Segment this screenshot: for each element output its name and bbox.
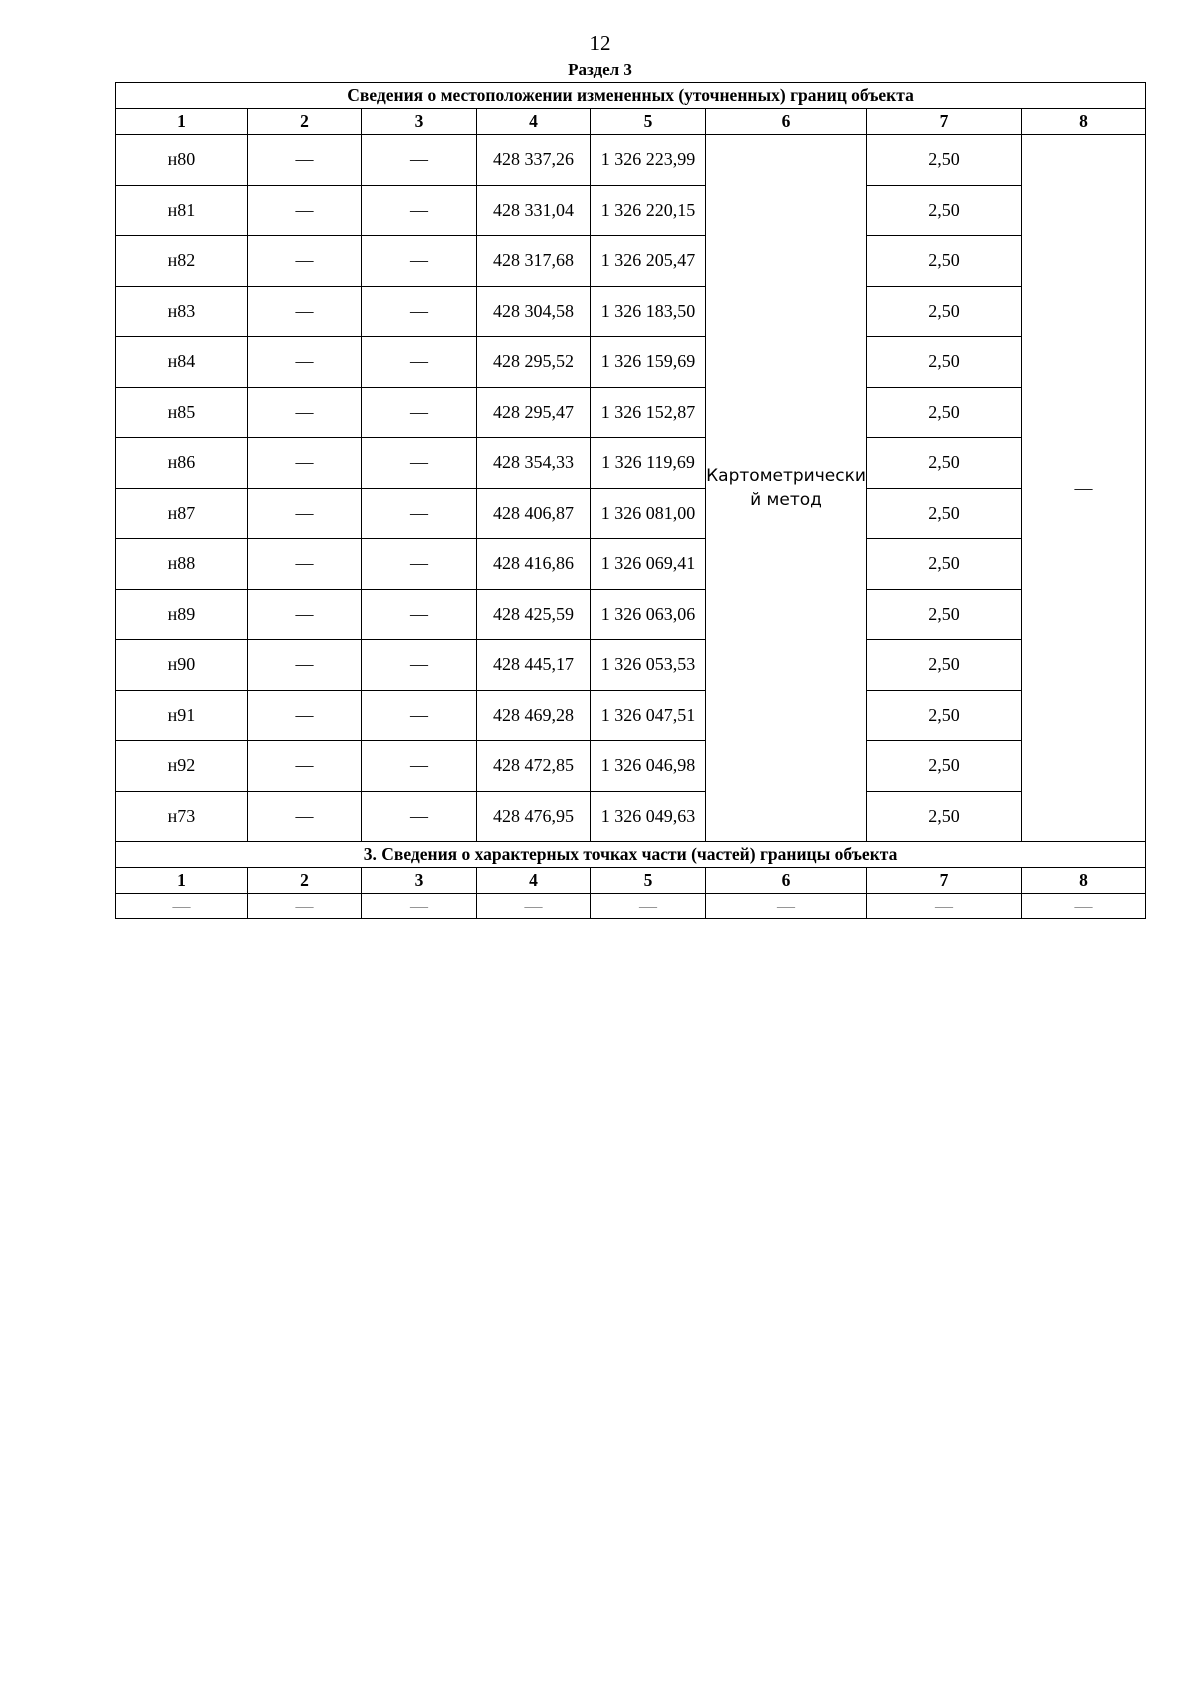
- table-row: [116, 640, 1146, 691]
- table2-empty-row: [116, 894, 1146, 919]
- table2-empty-cell: —: [591, 894, 706, 919]
- col3-cell: —: [362, 589, 477, 640]
- col2-cell: —: [248, 589, 362, 640]
- y-coordinate-cell: 1 326 053,53: [591, 640, 706, 691]
- col3-cell: —: [362, 640, 477, 691]
- table-row: [116, 236, 1146, 287]
- col8-cell: —: [1022, 135, 1146, 842]
- point-id-cell: н82: [116, 236, 248, 287]
- col3-cell: —: [362, 791, 477, 842]
- accuracy-cell: 2,50: [867, 488, 1022, 539]
- table2-colnum: 7: [867, 868, 1022, 894]
- point-id-cell: н84: [116, 337, 248, 388]
- table-row: [116, 791, 1146, 842]
- table2-colnum: 6: [706, 868, 867, 894]
- section-label: Раздел 3: [568, 60, 632, 79]
- point-id-cell: н73: [116, 791, 248, 842]
- point-id-cell: н87: [116, 488, 248, 539]
- table2-empty-cell: —: [1022, 894, 1146, 919]
- y-coordinate-cell: 1 326 183,50: [591, 286, 706, 337]
- col3-cell: —: [362, 286, 477, 337]
- col3-cell: —: [362, 387, 477, 438]
- x-coordinate-cell: 428 416,86: [477, 539, 591, 590]
- col3-cell: —: [362, 337, 477, 388]
- method-cell: Картометрически й метод: [706, 135, 867, 842]
- accuracy-cell: 2,50: [867, 135, 1022, 186]
- accuracy-cell: 2,50: [867, 741, 1022, 792]
- table2-column-numbers: [116, 868, 1146, 894]
- x-coordinate-cell: 428 472,85: [477, 741, 591, 792]
- y-coordinate-cell: 1 326 223,99: [591, 135, 706, 186]
- table2-empty-cell: —: [248, 894, 362, 919]
- accuracy-cell: 2,50: [867, 185, 1022, 236]
- col3-cell: —: [362, 438, 477, 489]
- table1-title: Сведения о местоположении измененных (уточненных) границ объекта: [116, 83, 1146, 109]
- y-coordinate-cell: 1 326 046,98: [591, 741, 706, 792]
- table2-empty-cell: —: [362, 894, 477, 919]
- col3-cell: —: [362, 690, 477, 741]
- point-id-cell: н85: [116, 387, 248, 438]
- table-row: [116, 387, 1146, 438]
- x-coordinate-cell: 428 337,26: [477, 135, 591, 186]
- y-coordinate-cell: 1 326 220,15: [591, 185, 706, 236]
- y-coordinate-cell: 1 326 205,47: [591, 236, 706, 287]
- x-coordinate-cell: 428 295,52: [477, 337, 591, 388]
- table-row: [116, 488, 1146, 539]
- col2-cell: —: [248, 539, 362, 590]
- table1-colnum: 2: [248, 109, 362, 135]
- table1-colnum: 3: [362, 109, 477, 135]
- table-row: [116, 286, 1146, 337]
- accuracy-cell: 2,50: [867, 791, 1022, 842]
- col2-cell: —: [248, 640, 362, 691]
- x-coordinate-cell: 428 476,95: [477, 791, 591, 842]
- point-id-cell: н83: [116, 286, 248, 337]
- col2-cell: —: [248, 791, 362, 842]
- table2-empty-cell: —: [477, 894, 591, 919]
- accuracy-cell: 2,50: [867, 539, 1022, 590]
- table1-column-numbers: [116, 109, 1146, 135]
- accuracy-cell: 2,50: [867, 236, 1022, 287]
- table-row: [116, 185, 1146, 236]
- y-coordinate-cell: 1 326 049,63: [591, 791, 706, 842]
- col2-cell: —: [248, 135, 362, 186]
- accuracy-cell: 2,50: [867, 286, 1022, 337]
- table2-colnum: 1: [116, 868, 248, 894]
- col2-cell: —: [248, 488, 362, 539]
- y-coordinate-cell: 1 326 081,00: [591, 488, 706, 539]
- point-id-cell: н81: [116, 185, 248, 236]
- col2-cell: —: [248, 690, 362, 741]
- y-coordinate-cell: 1 326 159,69: [591, 337, 706, 388]
- table2-colnum: 8: [1022, 868, 1146, 894]
- accuracy-cell: 2,50: [867, 387, 1022, 438]
- table2-colnum: 4: [477, 868, 591, 894]
- table1-colnum: 5: [591, 109, 706, 135]
- accuracy-cell: 2,50: [867, 589, 1022, 640]
- x-coordinate-cell: 428 304,58: [477, 286, 591, 337]
- table1-colnum: 6: [706, 109, 867, 135]
- table-row: [116, 438, 1146, 489]
- y-coordinate-cell: 1 326 119,69: [591, 438, 706, 489]
- table2-title: 3. Сведения о характерных точках части (частей) границы объекта: [116, 842, 1146, 868]
- table-row: [116, 337, 1146, 388]
- x-coordinate-cell: 428 425,59: [477, 589, 591, 640]
- point-id-cell: н92: [116, 741, 248, 792]
- y-coordinate-cell: 1 326 069,41: [591, 539, 706, 590]
- table2-colnum: 5: [591, 868, 706, 894]
- col2-cell: —: [248, 387, 362, 438]
- table1-colnum: 8: [1022, 109, 1146, 135]
- table2-empty-cell: —: [867, 894, 1022, 919]
- col2-cell: —: [248, 185, 362, 236]
- x-coordinate-cell: 428 406,87: [477, 488, 591, 539]
- table2-empty-cell: —: [706, 894, 867, 919]
- x-coordinate-cell: 428 469,28: [477, 690, 591, 741]
- table-row: [116, 539, 1146, 590]
- col3-cell: —: [362, 741, 477, 792]
- col2-cell: —: [248, 337, 362, 388]
- table-row: [116, 690, 1146, 741]
- col2-cell: —: [248, 236, 362, 287]
- x-coordinate-cell: 428 354,33: [477, 438, 591, 489]
- table2-colnum: 3: [362, 868, 477, 894]
- table1-colnum: 7: [867, 109, 1022, 135]
- table-row: [116, 741, 1146, 792]
- col3-cell: —: [362, 185, 477, 236]
- x-coordinate-cell: 428 295,47: [477, 387, 591, 438]
- accuracy-cell: 2,50: [867, 640, 1022, 691]
- table-row: [116, 135, 1146, 186]
- accuracy-cell: 2,50: [867, 690, 1022, 741]
- col3-cell: —: [362, 135, 477, 186]
- x-coordinate-cell: 428 331,04: [477, 185, 591, 236]
- col3-cell: —: [362, 236, 477, 287]
- x-coordinate-cell: 428 445,17: [477, 640, 591, 691]
- point-id-cell: н88: [116, 539, 248, 590]
- col3-cell: —: [362, 539, 477, 590]
- y-coordinate-cell: 1 326 047,51: [591, 690, 706, 741]
- table1-colnum: 1: [116, 109, 248, 135]
- table1-colnum: 4: [477, 109, 591, 135]
- point-id-cell: н80: [116, 135, 248, 186]
- y-coordinate-cell: 1 326 152,87: [591, 387, 706, 438]
- col2-cell: —: [248, 741, 362, 792]
- table2-colnum: 2: [248, 868, 362, 894]
- col3-cell: —: [362, 488, 477, 539]
- accuracy-cell: 2,50: [867, 438, 1022, 489]
- y-coordinate-cell: 1 326 063,06: [591, 589, 706, 640]
- table2-empty-cell: —: [116, 894, 248, 919]
- page-number: 12: [589, 31, 611, 55]
- col2-cell: —: [248, 286, 362, 337]
- boundary-table: [115, 82, 1146, 919]
- point-id-cell: н90: [116, 640, 248, 691]
- table-row: [116, 589, 1146, 640]
- x-coordinate-cell: 428 317,68: [477, 236, 591, 287]
- point-id-cell: н89: [116, 589, 248, 640]
- point-id-cell: н91: [116, 690, 248, 741]
- accuracy-cell: 2,50: [867, 337, 1022, 388]
- point-id-cell: н86: [116, 438, 248, 489]
- col2-cell: —: [248, 438, 362, 489]
